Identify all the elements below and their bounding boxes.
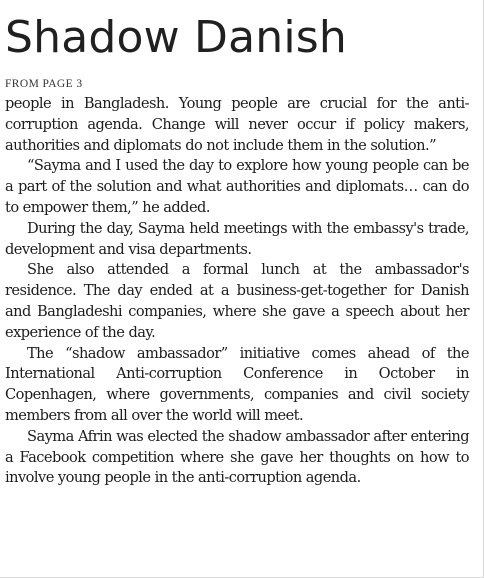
paragraph-2: “Sayma and I used the day to explore how young people can be a part of the solution and what authorities and diplomats… can do to empower them,” he added. (5, 157, 469, 216)
paragraph-4: She also attended a formal lunch at the ambassador's residence. The day ended at a business-get-together for Danish and Bangladeshi companies, where she gave a speech about her experience of the day. (5, 261, 469, 341)
paragraph-6: Sayma Afrin was elected the shadow ambassador after entering a Facebook competition where she gave her thoughts on how to involve young people in the anti-corruption agenda. (5, 427, 469, 487)
jump-label: FROM PAGE 3 (5, 78, 83, 90)
article-body (5, 94, 469, 489)
paragraph-3: During the day, Sayma held meetings with the embassy's trade, development and visa departments. (5, 219, 469, 258)
paragraph-1: people in Bangladesh. Young people are crucial for the anti-corruption agenda. Change will never occur if policy makers, authorities and diplomats do not include them in the solution.” (5, 95, 469, 154)
headline: Shadow Danish (5, 12, 347, 63)
paragraph-5: The “shadow ambassador” initiative comes ahead of the International Anti-corruption Conference in October in Copenhagen, where governments, companies and civil society members from all over the world will meet. (5, 344, 469, 424)
